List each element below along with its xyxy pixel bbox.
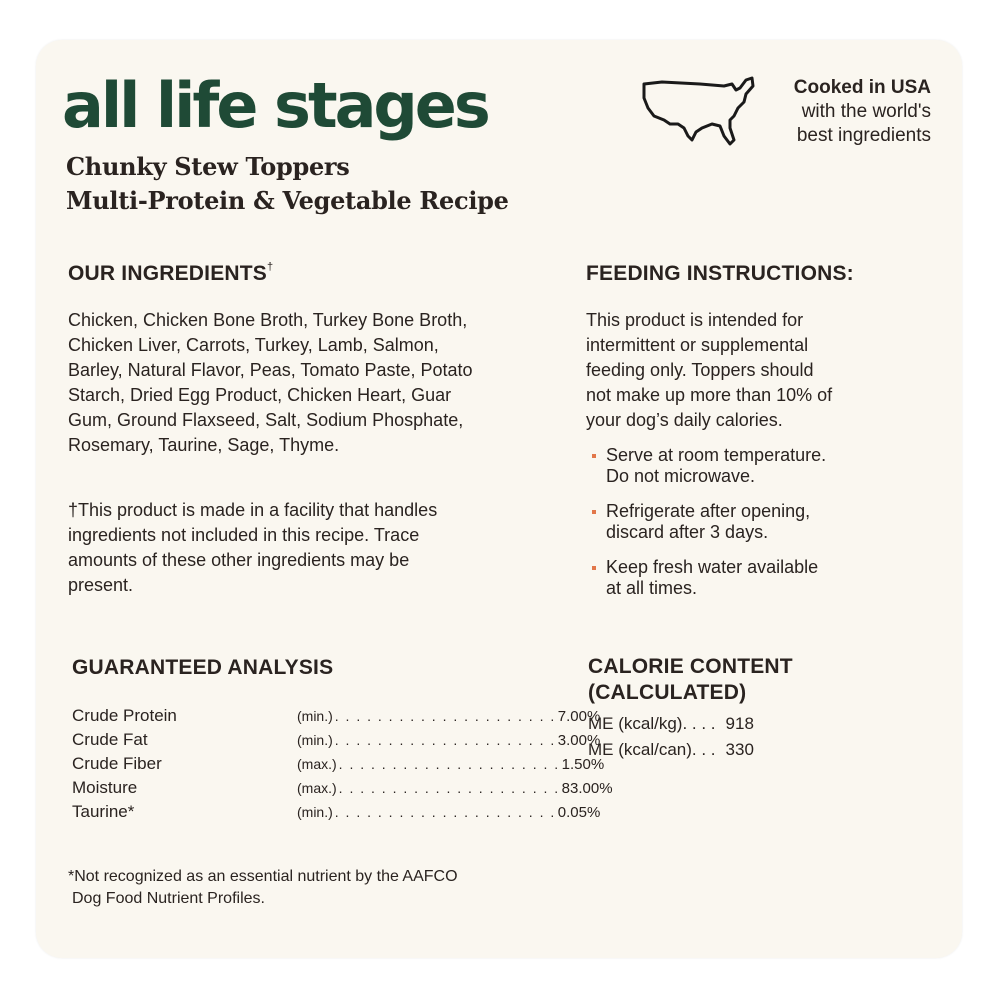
product-subtitle — [66, 150, 509, 218]
feeding-intro — [586, 308, 832, 433]
bullet-line: Keep fresh water available — [606, 557, 819, 577]
bullet-icon — [592, 566, 596, 570]
page-title: all life stages — [62, 69, 488, 142]
analysis-row — [72, 752, 605, 776]
nutrient-value: 1.50% — [561, 755, 605, 773]
subtitle-line-1: Chunky Stew Toppers — [66, 152, 350, 181]
bullet-line: Do not microwave. — [606, 466, 756, 486]
subtitle-line-2: Multi-Protein & Vegetable Recipe — [66, 186, 509, 215]
analysis-row — [72, 728, 601, 752]
ingredients-line: Chicken, Chicken Bone Broth, Turkey Bone Broth, — [68, 310, 468, 330]
nutrient-qualifier — [297, 731, 601, 749]
calorie-heading-line: CALORIE CONTENT — [588, 655, 793, 678]
facility-note-line: †This product is made in a facility that handles — [68, 500, 438, 520]
leader-dots: . . . . . . . . . . . . . . . . . . . . . — [334, 707, 556, 724]
calorie-heading — [588, 654, 793, 706]
leader-dots: . . . . . . . . . . . . . . . . . . . . . — [338, 779, 560, 796]
calorie-table — [588, 714, 808, 766]
footnote-line: Dog Food Nutrient Profiles. — [72, 890, 265, 907]
nutrient-name: Crude Fiber — [72, 754, 162, 773]
calorie-value: 330 — [725, 740, 754, 759]
feeding-intro-line: intermittent or supplemental — [586, 335, 809, 355]
qualifier-text: (min.) — [297, 731, 333, 748]
qualifier-text: (max.) — [297, 779, 337, 796]
qualifier-text: (min.) — [297, 803, 333, 820]
feeding-intro-line: not make up more than 10% of — [586, 385, 833, 405]
bullet-icon — [592, 454, 596, 458]
analysis-row — [72, 704, 601, 728]
feeding-bullets — [592, 445, 892, 613]
ingredients-list — [68, 308, 473, 458]
nutrient-value: 7.00% — [557, 707, 601, 725]
bullet-line: discard after 3 days. — [606, 522, 769, 542]
ingredients-heading — [68, 262, 273, 286]
feeding-heading: FEEDING INSTRUCTIONS: — [586, 262, 854, 285]
leader-dots: . . . . . . . . . . . . . . . . . . . . . — [334, 731, 556, 748]
analysis-row — [72, 800, 601, 824]
leader-dots: . . . . . . . . . . . . . . . . . . . . . — [338, 755, 560, 772]
ingredients-line: Gum, Ground Flaxseed, Salt, Sodium Phosphate, — [68, 410, 464, 430]
nutrient-value: 83.00% — [561, 779, 613, 797]
ingredients-line: Rosemary, Taurine, Sage, Thyme. — [68, 435, 340, 455]
calorie-heading-line: (CALCULATED) — [588, 681, 747, 704]
nutrient-qualifier — [297, 779, 613, 797]
nutrient-qualifier — [297, 803, 601, 821]
badge-line-3: best ingredients — [796, 125, 931, 146]
ingredients-heading-text: OUR INGREDIENTS — [68, 262, 268, 285]
calorie-row — [588, 740, 808, 766]
ingredients-line: Starch, Dried Egg Product, Chicken Heart, Guar — [68, 385, 452, 405]
ingredients-line: Chicken Liver, Carrots, Turkey, Lamb, Salmon, — [68, 335, 439, 355]
calorie-row — [588, 714, 808, 740]
calorie-label: ME (kcal/can). . . — [588, 740, 716, 759]
qualifier-text: (min.) — [297, 707, 333, 724]
feeding-bullet — [592, 557, 892, 599]
facility-note-line: present. — [68, 575, 134, 595]
qualifier-text: (max.) — [297, 755, 337, 772]
nutrient-name: Taurine* — [72, 802, 135, 821]
analysis-row — [72, 776, 613, 800]
facility-note-line: amounts of these other ingredients may be — [68, 550, 410, 570]
nutrient-value: 3.00% — [557, 731, 601, 749]
feeding-bullet — [592, 445, 892, 487]
nutrient-qualifier — [297, 755, 605, 773]
usa-map-icon — [640, 74, 756, 148]
bullet-line: Serve at room temperature. — [606, 445, 827, 465]
cooked-in-usa-badge — [746, 76, 931, 148]
nutrient-name: Crude Fat — [72, 730, 148, 749]
feeding-intro-line: your dog’s daily calories. — [586, 410, 783, 430]
calorie-value: 918 — [725, 714, 754, 733]
badge-line-1: Cooked in USA — [793, 77, 931, 98]
analysis-table — [72, 704, 613, 824]
bullet-icon — [592, 510, 596, 514]
aafco-footnote — [68, 866, 548, 910]
analysis-heading: GUARANTEED ANALYSIS — [72, 656, 334, 679]
nutrient-qualifier — [297, 707, 601, 725]
footnote-line: *Not recognized as an essential nutrient by the AAFCO — [68, 868, 458, 885]
nutrient-name: Moisture — [72, 778, 138, 797]
bullet-line: Refrigerate after opening, — [606, 501, 811, 521]
nutrient-value: 0.05% — [557, 803, 601, 821]
facility-note-line: ingredients not included in this recipe. Trace — [68, 525, 420, 545]
nutrient-name: Crude Protein — [72, 706, 177, 725]
feeding-intro-line: feeding only. Toppers should — [586, 360, 814, 380]
feeding-intro-line: This product is intended for — [586, 310, 804, 330]
badge-line-2: with the world's — [801, 101, 931, 122]
ingredients-dagger: † — [267, 261, 274, 273]
leader-dots: . . . . . . . . . . . . . . . . . . . . . — [334, 803, 556, 820]
ingredients-line: Barley, Natural Flavor, Peas, Tomato Paste, Potato — [68, 360, 473, 380]
feeding-bullet — [592, 501, 892, 543]
calorie-label: ME (kcal/kg). . . . — [588, 714, 716, 733]
facility-note — [68, 498, 437, 598]
bullet-line: at all times. — [606, 578, 698, 598]
